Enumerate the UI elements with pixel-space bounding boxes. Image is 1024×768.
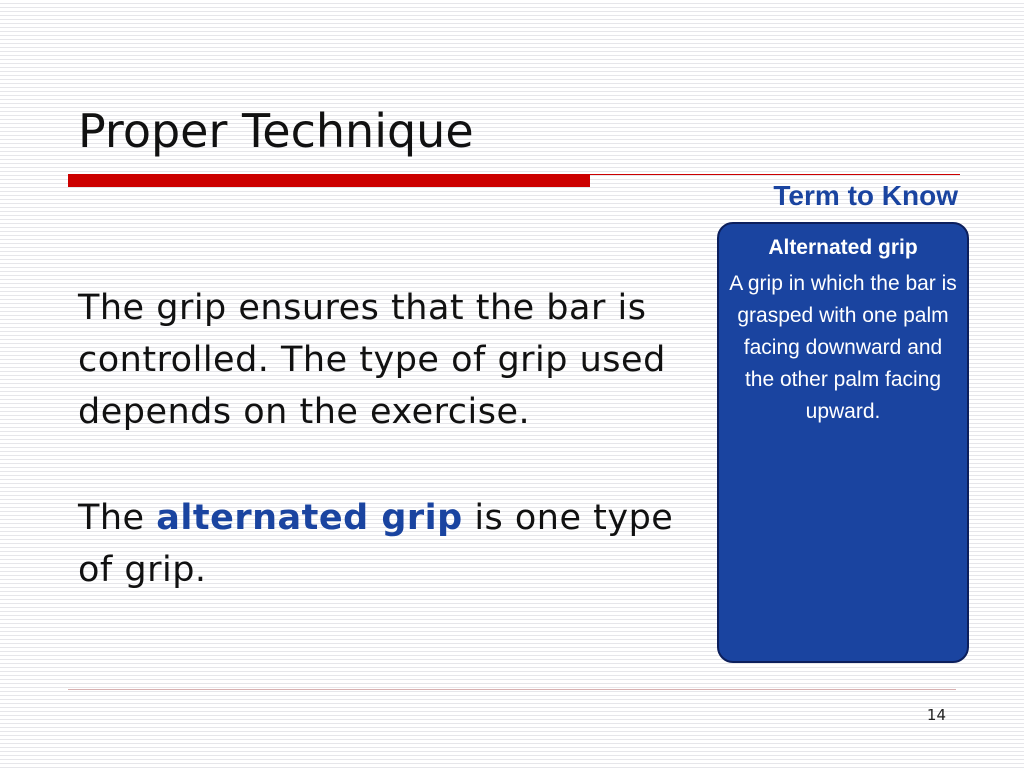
term-definition-box	[717, 222, 969, 663]
highlighted-term: alternated grip	[156, 498, 463, 538]
title-divider-thick	[68, 175, 590, 187]
page-number: 14	[926, 706, 946, 724]
body-paragraph-1: The grip ensures that the bar is controlled. The type of grip used depends on the exercise.	[78, 288, 666, 432]
paragraph-2-prefix: The	[78, 498, 157, 538]
term-name: Alternated grip	[768, 236, 918, 259]
footer-divider	[68, 689, 956, 690]
slide-title: Proper Technique	[78, 104, 474, 158]
paragraph-2-suffix: is one type of grip.	[78, 498, 674, 590]
slide-body	[78, 282, 678, 596]
term-definition: A grip in which the bar is grasped with one palm facing downward and the other palm facing upward.	[729, 272, 957, 423]
body-paragraph-2	[78, 492, 678, 596]
term-to-know-heading: Term to Know	[773, 180, 958, 211]
